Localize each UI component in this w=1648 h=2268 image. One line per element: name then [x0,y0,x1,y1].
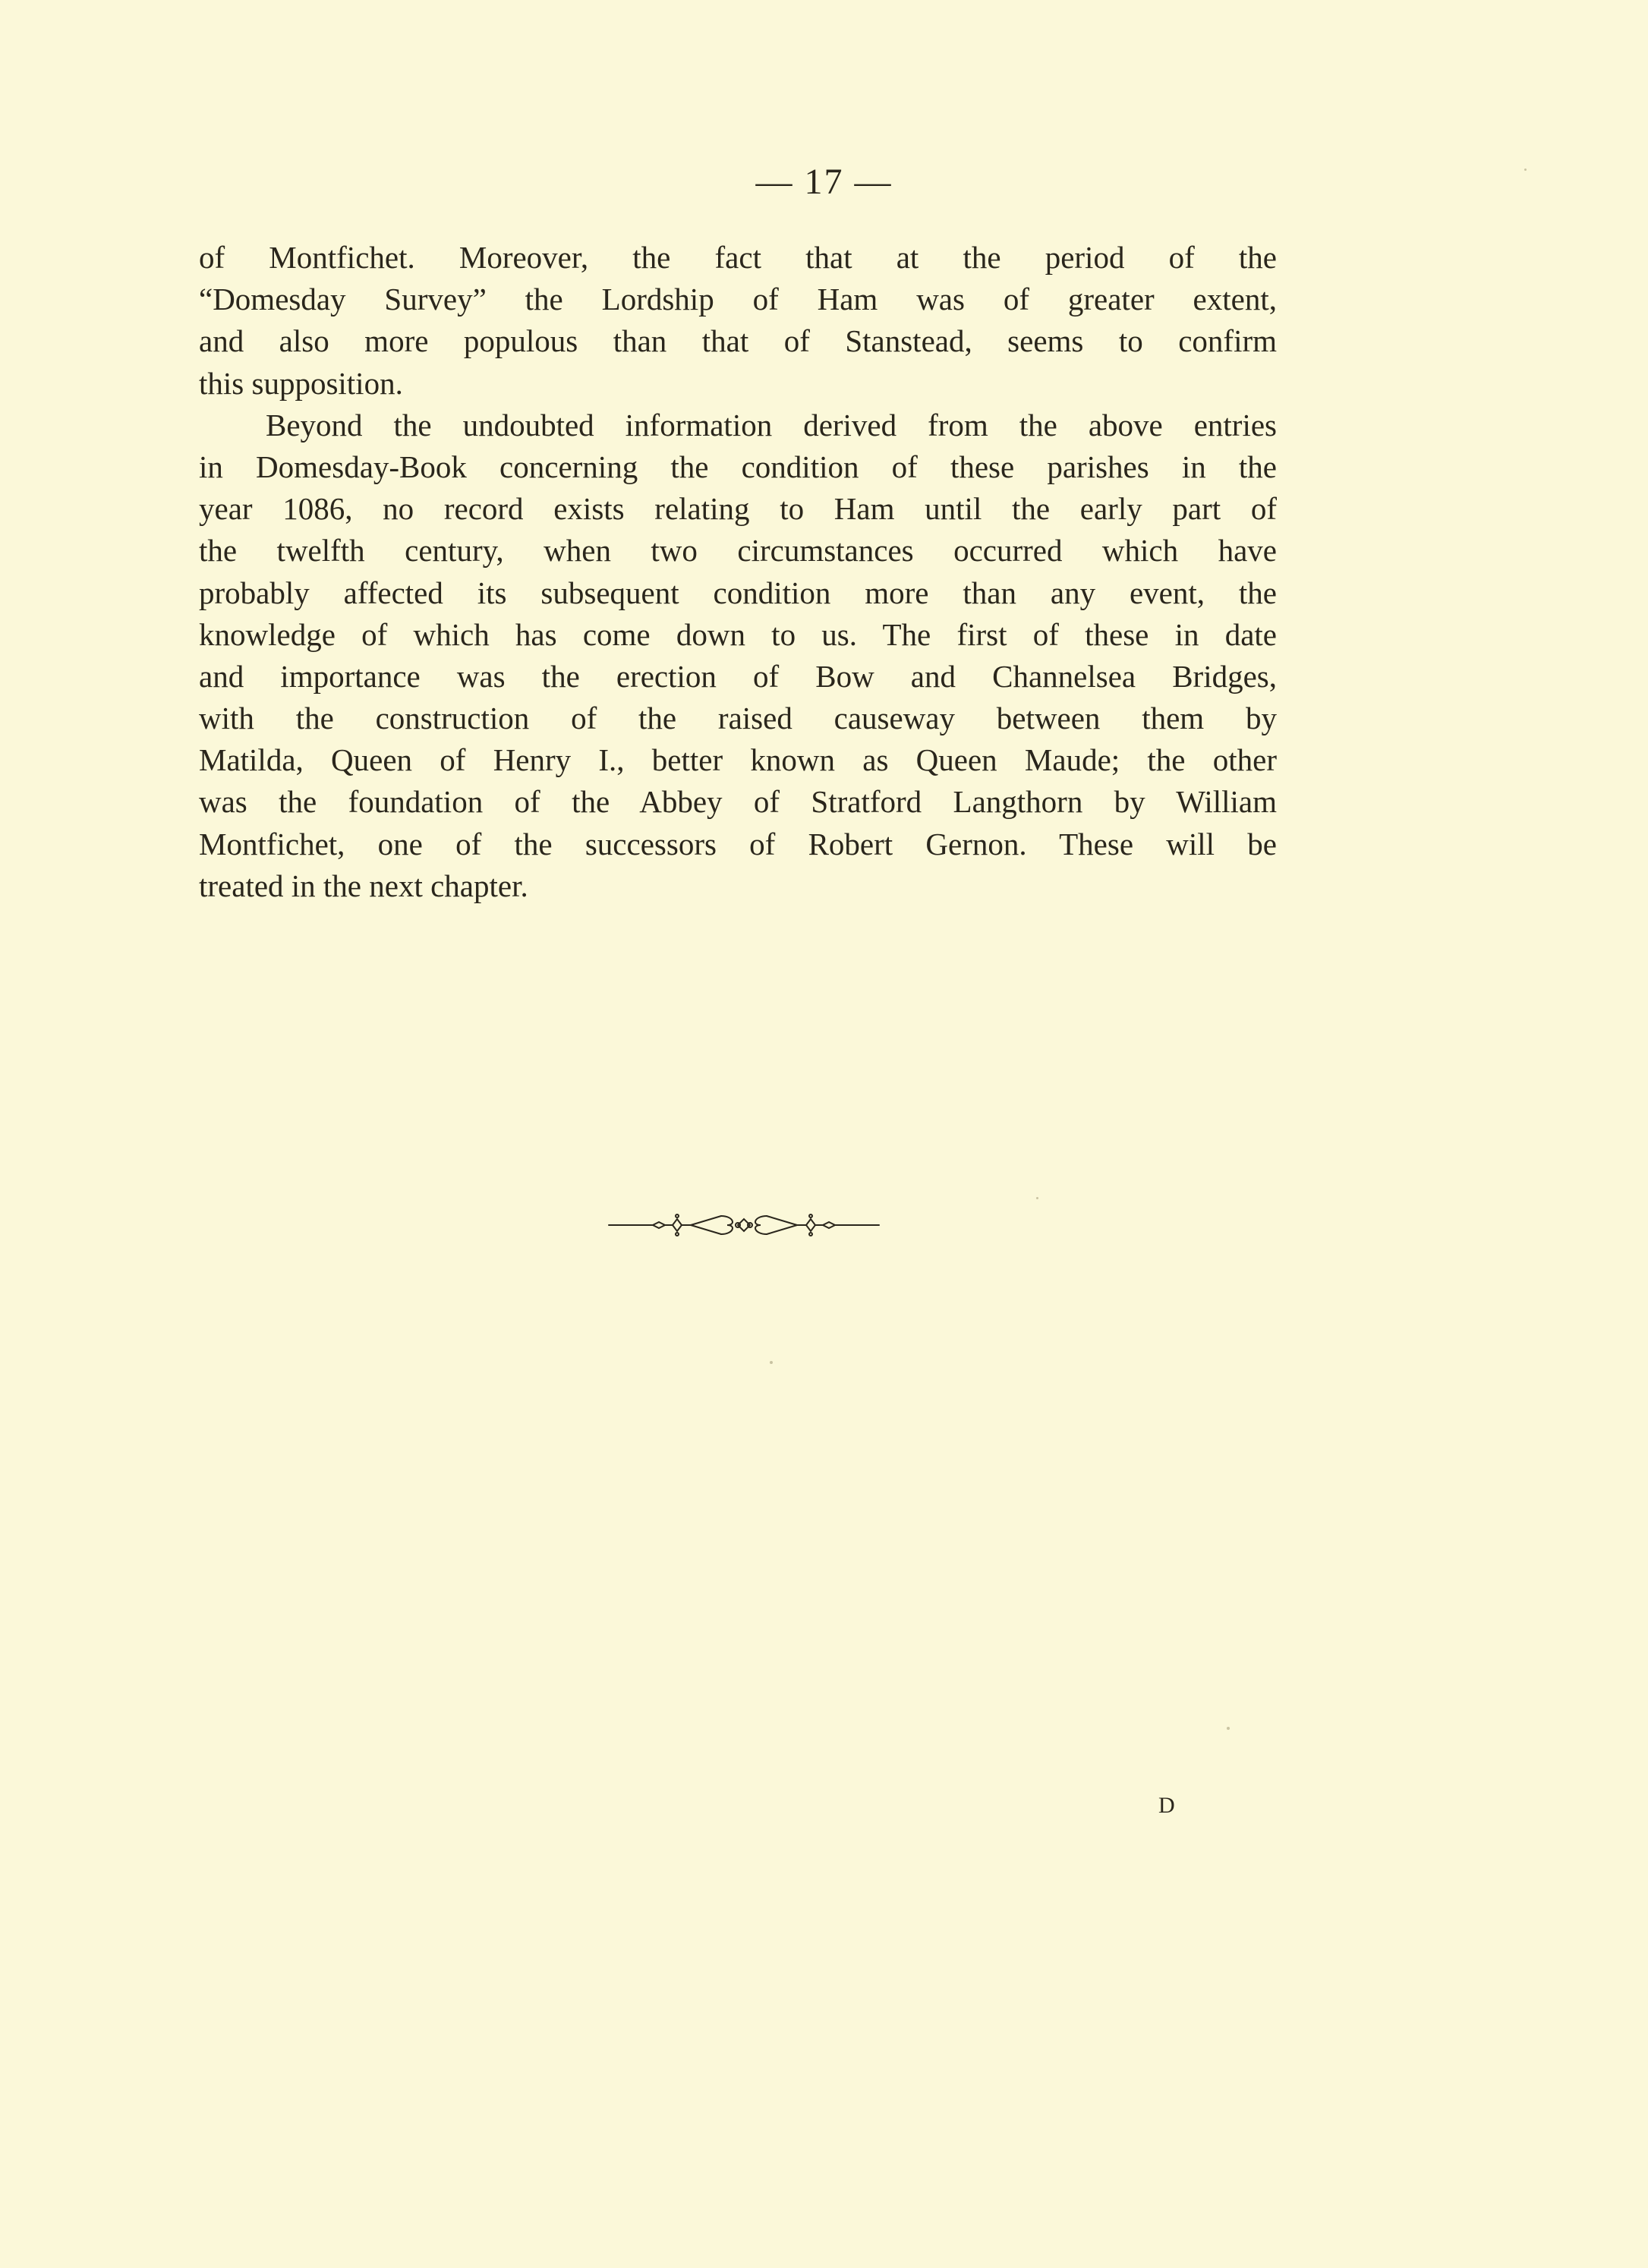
text-line: treated in the next chapter. [199,868,528,903]
text-line: probably affected its subsequent condition more than any event, the [199,575,1277,610]
text-line: the twelfth century, when two circumstances occurred which have [199,533,1277,569]
text-line: Beyond the undoubted information derived from the above entries [266,407,1277,443]
text-line: in Domesday-Book concerning the condition of these parishes in the [199,449,1277,484]
paper-speck [1036,1197,1038,1199]
text-line: with the construction of the raised causeway between them by [199,701,1277,736]
decorative-flourish-icon [607,1211,881,1239]
paragraph [199,237,1277,405]
text-line: Montfichet, one of the successors of Robert Gernon. These will be [199,826,1277,862]
paragraph [199,405,1277,907]
text-line: Matilda, Queen of Henry I., better known as Queen Maude; the other [199,742,1277,778]
text-line: year 1086, no record exists relating to Ham until the early part of [199,491,1277,527]
text-line: “Domesday Survey” the Lordship of Ham was of greater extent, [199,282,1277,317]
text-line: and importance was the erection of Bow and Channelsea Bridges, [199,658,1277,694]
text-line: and also more populous than that of Stanstead, seems to confirm [199,323,1277,359]
text-line: knowledge of which has come down to us. The first of these in date [199,616,1277,652]
body-text [199,237,1277,907]
paper-speck [1524,169,1527,171]
paper-speck [1227,1727,1230,1730]
paper-speck [770,1361,773,1364]
signature-mark: D [1158,1793,1176,1818]
text-line: this supposition. [199,365,403,401]
text-line: was the foundation of the Abbey of Stratford Langthorn by William [199,784,1277,820]
text-line: of Montfichet. Moreover, the fact that at the period of the [199,240,1277,275]
page-number: — 17 — [755,162,893,202]
